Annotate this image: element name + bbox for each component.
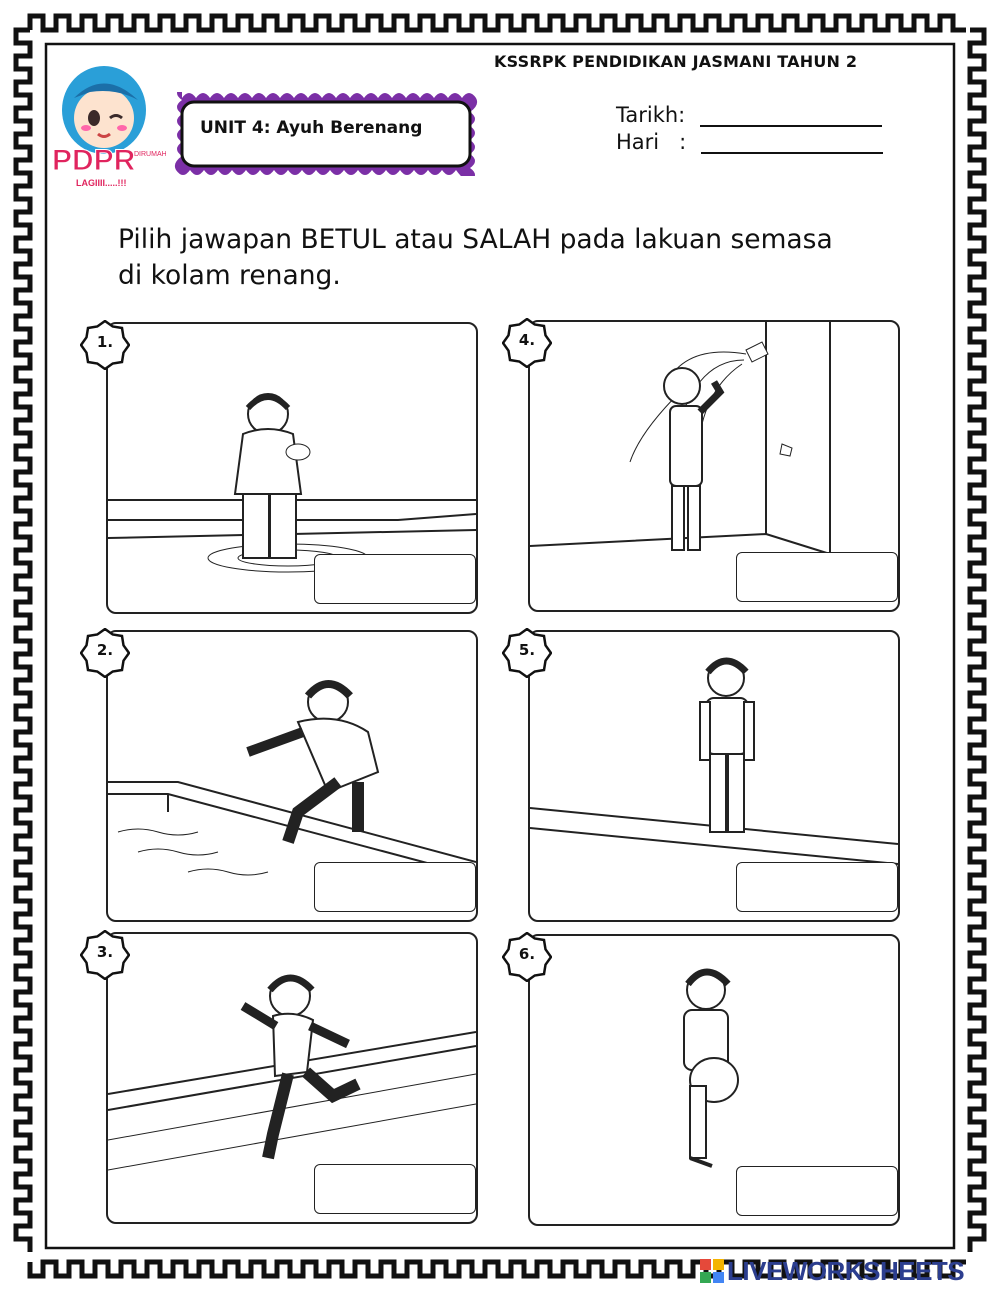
date-field: [616, 103, 882, 127]
course-title: KSSRPK PENDIDIKAN JASMANI TAHUN 2: [494, 52, 858, 71]
question-number: 4.: [518, 331, 536, 349]
logo-tag: DIRUMAH: [134, 151, 166, 158]
question-number-badge: [80, 320, 130, 370]
question-panel: [528, 630, 900, 922]
question-number: 3.: [96, 943, 114, 961]
logo-text: PDPR: [52, 144, 136, 177]
answer-box[interactable]: [736, 862, 898, 912]
unit-title: UNIT 4: Ayuh Berenang: [200, 118, 423, 138]
liveworksheets-icon: [700, 1259, 724, 1283]
answer-box[interactable]: [314, 554, 476, 604]
question-panel: [528, 934, 900, 1226]
logo-subtext: LAGIIII.....!!!: [76, 178, 127, 188]
question-number-badge: [502, 318, 552, 368]
day-label: Hari :: [616, 130, 687, 154]
question-panel: [106, 932, 478, 1224]
pdpr-logo: [46, 58, 166, 198]
day-line[interactable]: [701, 134, 883, 154]
question-number-badge: [502, 628, 552, 678]
question-number: 5.: [518, 641, 536, 659]
frame-edge: [16, 30, 30, 1252]
instruction-line-2: di kolam renang.: [118, 260, 341, 291]
question-number: 1.: [96, 333, 114, 351]
question-panel: [528, 320, 900, 612]
question-number-badge: [80, 628, 130, 678]
day-field: [616, 130, 883, 154]
question-number-badge: [80, 930, 130, 980]
instruction-text: [118, 222, 918, 294]
date-label: Tarikh:: [616, 103, 686, 127]
question-number-badge: [502, 932, 552, 982]
brand-text: LIVEWORKSHEETS: [727, 1256, 965, 1286]
question-panel: [106, 322, 478, 614]
answer-box[interactable]: [314, 1164, 476, 1214]
liveworksheets-brand: [700, 1256, 964, 1287]
unit-box: [172, 92, 480, 176]
date-line[interactable]: [700, 107, 882, 127]
frame-edge: [970, 30, 984, 1252]
question-panel: [106, 630, 478, 922]
question-number: 2.: [96, 641, 114, 659]
question-number: 6.: [518, 945, 536, 963]
answer-box[interactable]: [314, 862, 476, 912]
answer-box[interactable]: [736, 1166, 898, 1216]
instruction-line-1: Pilih jawapan BETUL atau SALAH pada lakuan semasa: [118, 224, 833, 255]
frame-edge: [30, 16, 966, 30]
answer-box[interactable]: [736, 552, 898, 602]
